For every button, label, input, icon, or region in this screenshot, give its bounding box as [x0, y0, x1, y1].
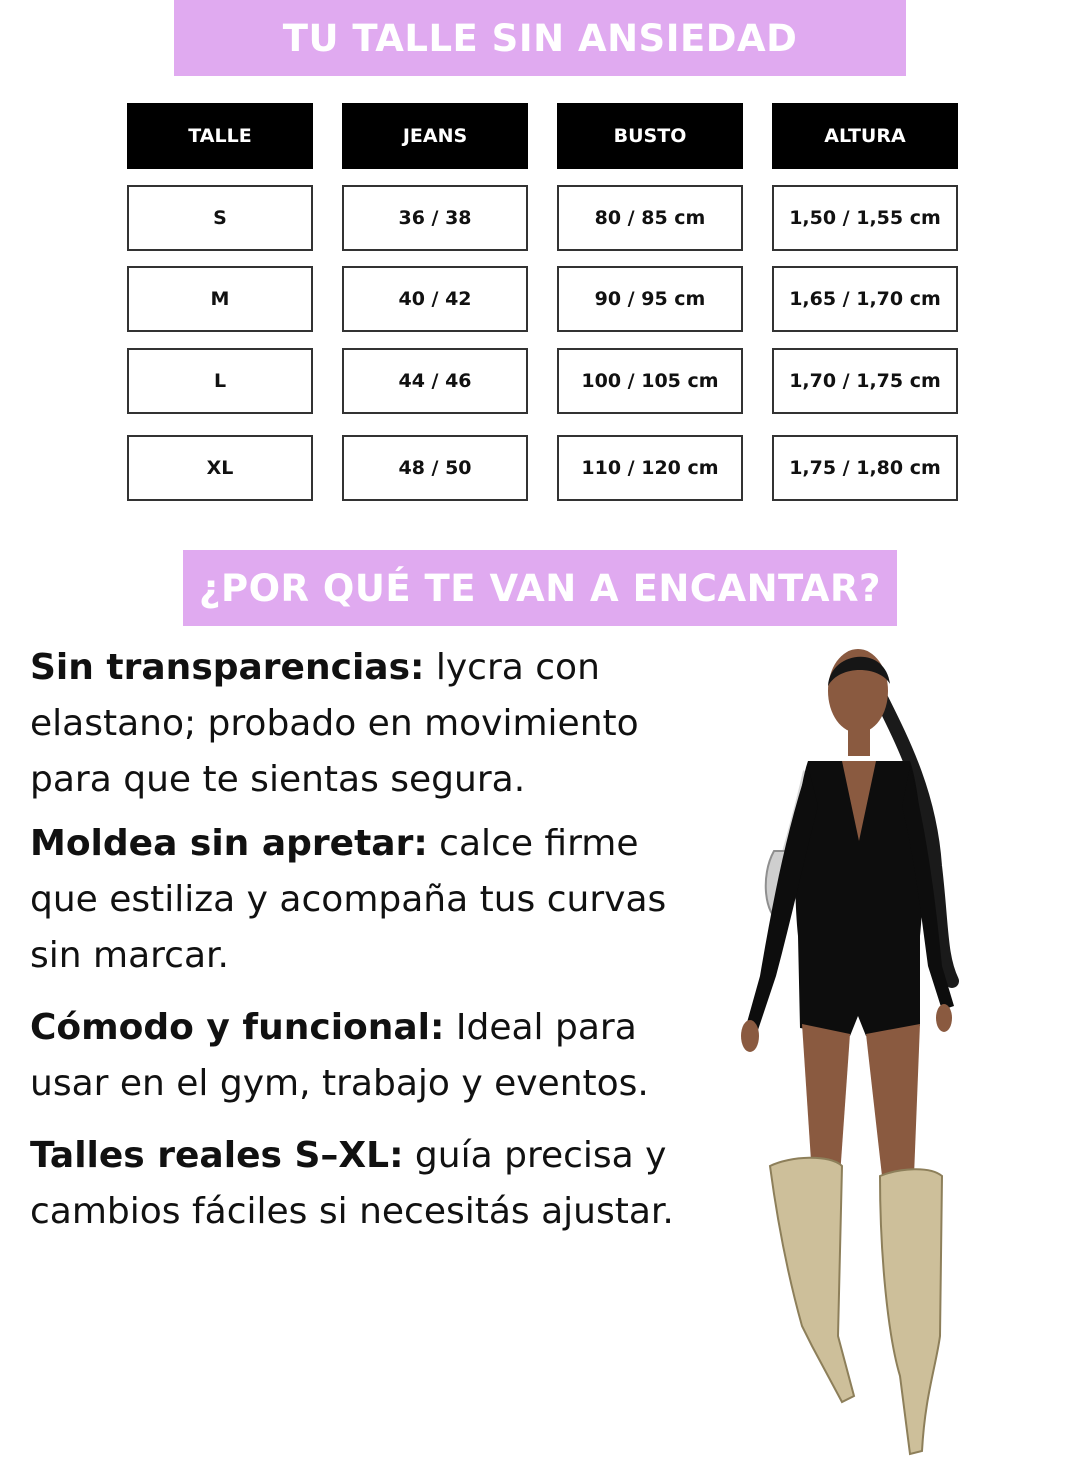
header-jeans: JEANS: [342, 103, 528, 169]
feature-text: calce firme que estiliza y acompaña tus curvas sin marcar.: [30, 823, 667, 976]
table-cell-height: 1,65 / 1,70 cm: [772, 266, 958, 332]
why-title: ¿POR QUÉ TE VAN A ENCANTAR?: [198, 566, 882, 610]
feature-item: [30, 640, 710, 808]
header-altura: ALTURA: [772, 103, 958, 169]
feature-title: Moldea sin apretar:: [30, 823, 428, 864]
feature-list: [30, 640, 710, 1248]
header-talle: TALLE: [127, 103, 313, 169]
table-cell-height: 1,75 / 1,80 cm: [772, 435, 958, 501]
table-cell-bust: 90 / 95 cm: [557, 266, 743, 332]
table-cell-size: L: [127, 348, 313, 414]
right-leg: [866, 1024, 920, 1176]
why-banner: [183, 550, 897, 626]
feature-text: guía precisa y cambios fáciles si necesitás ajustar.: [30, 1135, 674, 1232]
table-cell-jeans: 40 / 42: [342, 266, 528, 332]
table-cell-height: 1,70 / 1,75 cm: [772, 348, 958, 414]
left-leg: [802, 1024, 850, 1176]
right-hand: [936, 1004, 952, 1032]
feature-title: Talles reales S–XL:: [30, 1135, 404, 1176]
left-hand: [741, 1020, 759, 1052]
feature-item: [30, 816, 710, 984]
feature-title: Cómodo y funcional:: [30, 1007, 445, 1048]
feature-title: Sin transparencias:: [30, 647, 425, 688]
table-cell-height: 1,50 / 1,55 cm: [772, 185, 958, 251]
header-busto: BUSTO: [557, 103, 743, 169]
table-cell-jeans: 48 / 50: [342, 435, 528, 501]
right-boot: [880, 1169, 942, 1454]
table-cell-bust: 80 / 85 cm: [557, 185, 743, 251]
left-boot: [770, 1158, 854, 1402]
table-cell-jeans: 44 / 46: [342, 348, 528, 414]
table-cell-bust: 110 / 120 cm: [557, 435, 743, 501]
feature-item: [30, 1128, 710, 1240]
table-cell-size: M: [127, 266, 313, 332]
feature-text: Ideal para usar en el gym, trabajo y eventos.: [30, 1007, 649, 1104]
size-guide-title: TU TALLE SIN ANSIEDAD: [282, 16, 798, 60]
size-guide-banner: [174, 0, 906, 76]
table-cell-size: S: [127, 185, 313, 251]
table-cell-bust: 100 / 105 cm: [557, 348, 743, 414]
table-cell-size: XL: [127, 435, 313, 501]
model-photo: [730, 636, 970, 1460]
model-neck: [848, 728, 870, 756]
feature-item: [30, 1000, 710, 1112]
table-cell-jeans: 36 / 38: [342, 185, 528, 251]
feature-text: lycra con elastano; probado en movimiento para que te sientas segura.: [30, 647, 639, 800]
